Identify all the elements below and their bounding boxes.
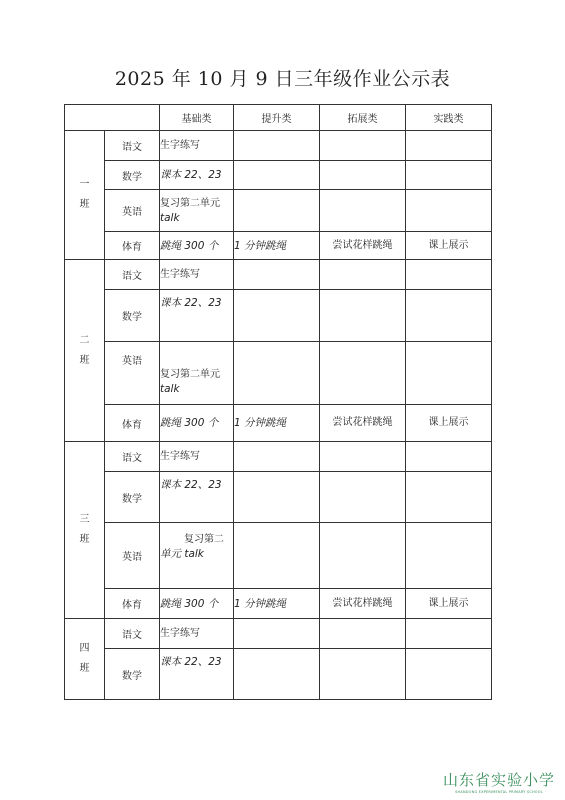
improve-cell xyxy=(234,649,320,700)
class-label: 三 班 xyxy=(65,442,105,619)
practice-cell xyxy=(406,472,492,523)
improve-cell xyxy=(234,442,320,472)
subject-cell: 数学 xyxy=(105,290,160,342)
basic-cell: 课本 22、23 xyxy=(160,649,234,700)
expand-cell xyxy=(320,131,406,161)
expand-cell xyxy=(320,442,406,472)
practice-cell xyxy=(406,619,492,649)
basic-cell: 跳绳 300 个 xyxy=(160,405,234,442)
expand-cell xyxy=(320,619,406,649)
header-blank xyxy=(65,105,160,131)
practice-cell: 课上展示 xyxy=(406,405,492,442)
practice-cell xyxy=(406,342,492,405)
practice-cell xyxy=(406,523,492,589)
school-logo xyxy=(443,769,555,794)
class-label: 二 班 xyxy=(65,260,105,442)
improve-cell xyxy=(234,190,320,232)
improve-cell xyxy=(234,131,320,161)
subject-cell: 体育 xyxy=(105,232,160,260)
page-title: 2025 年 10 月 9 日三年级作业公示表 xyxy=(114,68,451,90)
expand-cell xyxy=(320,290,406,342)
subject-cell: 体育 xyxy=(105,589,160,619)
improve-cell: 1 分钟跳绳 xyxy=(234,232,320,260)
expand-cell xyxy=(320,649,406,700)
practice-cell xyxy=(406,161,492,190)
expand-cell xyxy=(320,523,406,589)
improve-cell xyxy=(234,523,320,589)
basic-cell: 生字练写 xyxy=(160,131,234,161)
basic-cell: 复习第二 单元 talk xyxy=(160,523,234,589)
improve-cell xyxy=(234,260,320,290)
table-row xyxy=(65,290,492,342)
class-label: 一 班 xyxy=(65,131,105,260)
subject-cell: 数学 xyxy=(105,472,160,523)
basic-cell: 生字练写 xyxy=(160,260,234,290)
header-improve: 提升类 xyxy=(234,105,320,131)
subject-cell: 语文 xyxy=(105,260,160,290)
practice-cell xyxy=(406,290,492,342)
practice-cell xyxy=(406,442,492,472)
basic-cell: 课本 22、23 xyxy=(160,472,234,523)
expand-cell xyxy=(320,260,406,290)
table-row xyxy=(65,232,492,260)
table-row xyxy=(65,405,492,442)
basic-cell: 复习第二单元 talk xyxy=(160,190,234,232)
school-logo-name: 山东省实验小学 xyxy=(442,771,555,789)
improve-cell: 1 分钟跳绳 xyxy=(234,589,320,619)
subject-cell: 语文 xyxy=(105,442,160,472)
homework-table xyxy=(64,104,492,700)
basic-cell: 生字练写 xyxy=(160,619,234,649)
improve-cell xyxy=(234,290,320,342)
subject-cell: 语文 xyxy=(105,619,160,649)
improve-cell: 1 分钟跳绳 xyxy=(234,405,320,442)
header-practice: 实践类 xyxy=(406,105,492,131)
subject-cell: 英语 xyxy=(105,190,160,232)
improve-cell xyxy=(234,342,320,405)
practice-cell: 课上展示 xyxy=(406,589,492,619)
basic-cell: 复习第二单元 talk xyxy=(160,342,234,405)
subject-cell: 体育 xyxy=(105,405,160,442)
table-row xyxy=(65,161,492,190)
table-row xyxy=(65,523,492,589)
basic-cell: 跳绳 300 个 xyxy=(160,232,234,260)
class-label: 四 班 xyxy=(65,619,105,700)
subject-cell: 数学 xyxy=(105,649,160,700)
expand-cell: 尝试花样跳绳 xyxy=(320,232,406,260)
table-row xyxy=(65,589,492,619)
improve-cell xyxy=(234,619,320,649)
table-row xyxy=(65,131,492,161)
practice-cell xyxy=(406,649,492,700)
expand-cell: 尝试花样跳绳 xyxy=(320,589,406,619)
practice-cell: 课上展示 xyxy=(406,232,492,260)
table-row xyxy=(65,442,492,472)
improve-cell xyxy=(234,472,320,523)
expand-cell xyxy=(320,472,406,523)
table-row xyxy=(65,619,492,649)
subject-cell: 英语 xyxy=(105,342,160,405)
subject-cell: 英语 xyxy=(105,523,160,589)
subject-cell: 数学 xyxy=(105,161,160,190)
table-row xyxy=(65,472,492,523)
school-logo-english: SHANDONG EXPERIMENTAL PRIMARY SCHOOL xyxy=(455,790,543,794)
basic-cell: 跳绳 300 个 xyxy=(160,589,234,619)
expand-cell xyxy=(320,342,406,405)
table-row xyxy=(65,190,492,232)
header-row xyxy=(65,105,492,131)
table-row xyxy=(65,260,492,290)
expand-cell xyxy=(320,190,406,232)
basic-cell: 课本 22、23 xyxy=(160,161,234,190)
basic-cell: 课本 22、23 xyxy=(160,290,234,342)
improve-cell xyxy=(234,161,320,190)
table-row xyxy=(65,342,492,405)
practice-cell xyxy=(406,131,492,161)
practice-cell xyxy=(406,190,492,232)
expand-cell: 尝试花样跳绳 xyxy=(320,405,406,442)
practice-cell xyxy=(406,260,492,290)
header-expand: 拓展类 xyxy=(320,105,406,131)
expand-cell xyxy=(320,161,406,190)
basic-cell: 生字练写 xyxy=(160,442,234,472)
header-basic: 基础类 xyxy=(160,105,234,131)
subject-cell: 语文 xyxy=(105,131,160,161)
table-row xyxy=(65,649,492,700)
